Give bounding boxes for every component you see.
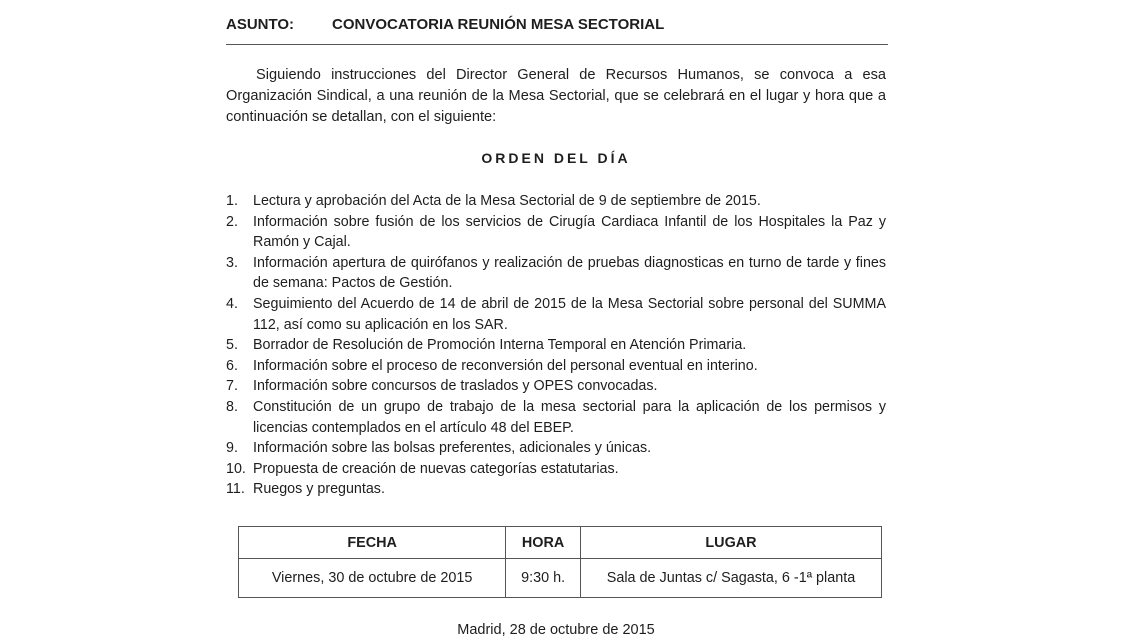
meeting-date: Viernes, 30 de octubre de 2015	[239, 559, 506, 598]
agenda-item-number: 6.	[226, 357, 238, 374]
agenda-item-text: Ruegos y preguntas.	[253, 481, 385, 498]
table-row	[239, 559, 882, 598]
agenda-item	[226, 253, 886, 294]
agenda-item-number: 7.	[226, 378, 238, 395]
intro-paragraph: Siguiendo instrucciones del Director General de Recursos Humanos, se convoca a esa Organización Sindical, a una reunión de la Mesa Sectorial, que se celebrará en el lugar y hora que a continuación se detallan, con el siguiente:	[226, 67, 886, 125]
agenda-item	[226, 335, 886, 356]
agenda-item-text: Seguimiento del Acuerdo de 14 de abril de 2015 de la Mesa Sectorial sobre personal del SUMMA 112, así como su aplicación en los SAR.	[253, 295, 886, 333]
time-header: HORA	[506, 527, 581, 559]
meeting-place: Sala de Juntas c/ Sagasta, 6 -1ª planta	[580, 559, 881, 598]
agenda-item-number: 10.	[226, 460, 246, 477]
subject-text: CONVOCATORIA REUNIÓN MESA SECTORIAL	[332, 16, 665, 33]
agenda-item-text: Información apertura de quirófanos y realización de pruebas diagnosticas en turno de tarde y fines de semana: Pactos de Gestión.	[253, 254, 886, 292]
agenda-item-text: Información sobre el proceso de reconversión del personal eventual en interino.	[253, 357, 758, 374]
agenda-item-number: 2.	[226, 213, 238, 230]
agenda-item	[226, 479, 886, 500]
table-header-row	[239, 527, 882, 559]
agenda-item	[226, 376, 886, 397]
agenda-item-text: Constitución de un grupo de trabajo de la mesa sectorial para la aplicación de los permisos y licencias contemplados en el artículo 48 del EBEP.	[253, 398, 886, 436]
agenda-item	[226, 438, 886, 459]
agenda-item	[226, 191, 886, 212]
agenda-item	[226, 212, 886, 253]
subject-label: ASUNTO:	[226, 16, 295, 33]
subject-line	[226, 16, 886, 33]
agenda-item-text: Propuesta de creación de nuevas categorías estatutarias.	[253, 460, 619, 477]
agenda-item	[226, 356, 886, 377]
agenda-item-number: 4.	[226, 295, 238, 312]
agenda-item-number: 9.	[226, 440, 238, 457]
date-header: FECHA	[239, 527, 506, 559]
agenda-item-number: 5.	[226, 337, 238, 354]
header-divider	[226, 44, 888, 45]
agenda-item-text: Información sobre fusión de los servicios de Cirugía Cardiaca Infantil de los Hospitales la Paz y Ramón y Cajal.	[253, 213, 886, 251]
meeting-time: 9:30 h.	[506, 559, 581, 598]
place-and-date: Madrid, 28 de octubre de 2015	[457, 622, 655, 638]
agenda-item-number: 3.	[226, 254, 238, 271]
meeting-table	[238, 526, 882, 598]
agenda-item-number: 8.	[226, 398, 238, 415]
agenda-item-text: Lectura y aprobación del Acta de la Mesa Sectorial de 9 de septiembre de 2015.	[253, 193, 761, 209]
agenda-item-number: 1.	[226, 193, 238, 209]
agenda-item	[226, 294, 886, 335]
agenda-item	[226, 397, 886, 438]
agenda-title: ORDEN DEL DÍA	[481, 150, 631, 166]
agenda-list	[226, 191, 886, 500]
agenda-item-text: Borrador de Resolución de Promoción Interna Temporal en Atención Primaria.	[253, 337, 747, 354]
agenda-item-number: 11.	[226, 481, 245, 498]
agenda-item-text: Información sobre las bolsas preferentes, adicionales y únicas.	[253, 440, 652, 457]
agenda-item	[226, 459, 886, 480]
agenda-item-text: Información sobre concursos de traslados y OPES convocadas.	[253, 378, 658, 395]
place-header: LUGAR	[580, 527, 881, 559]
